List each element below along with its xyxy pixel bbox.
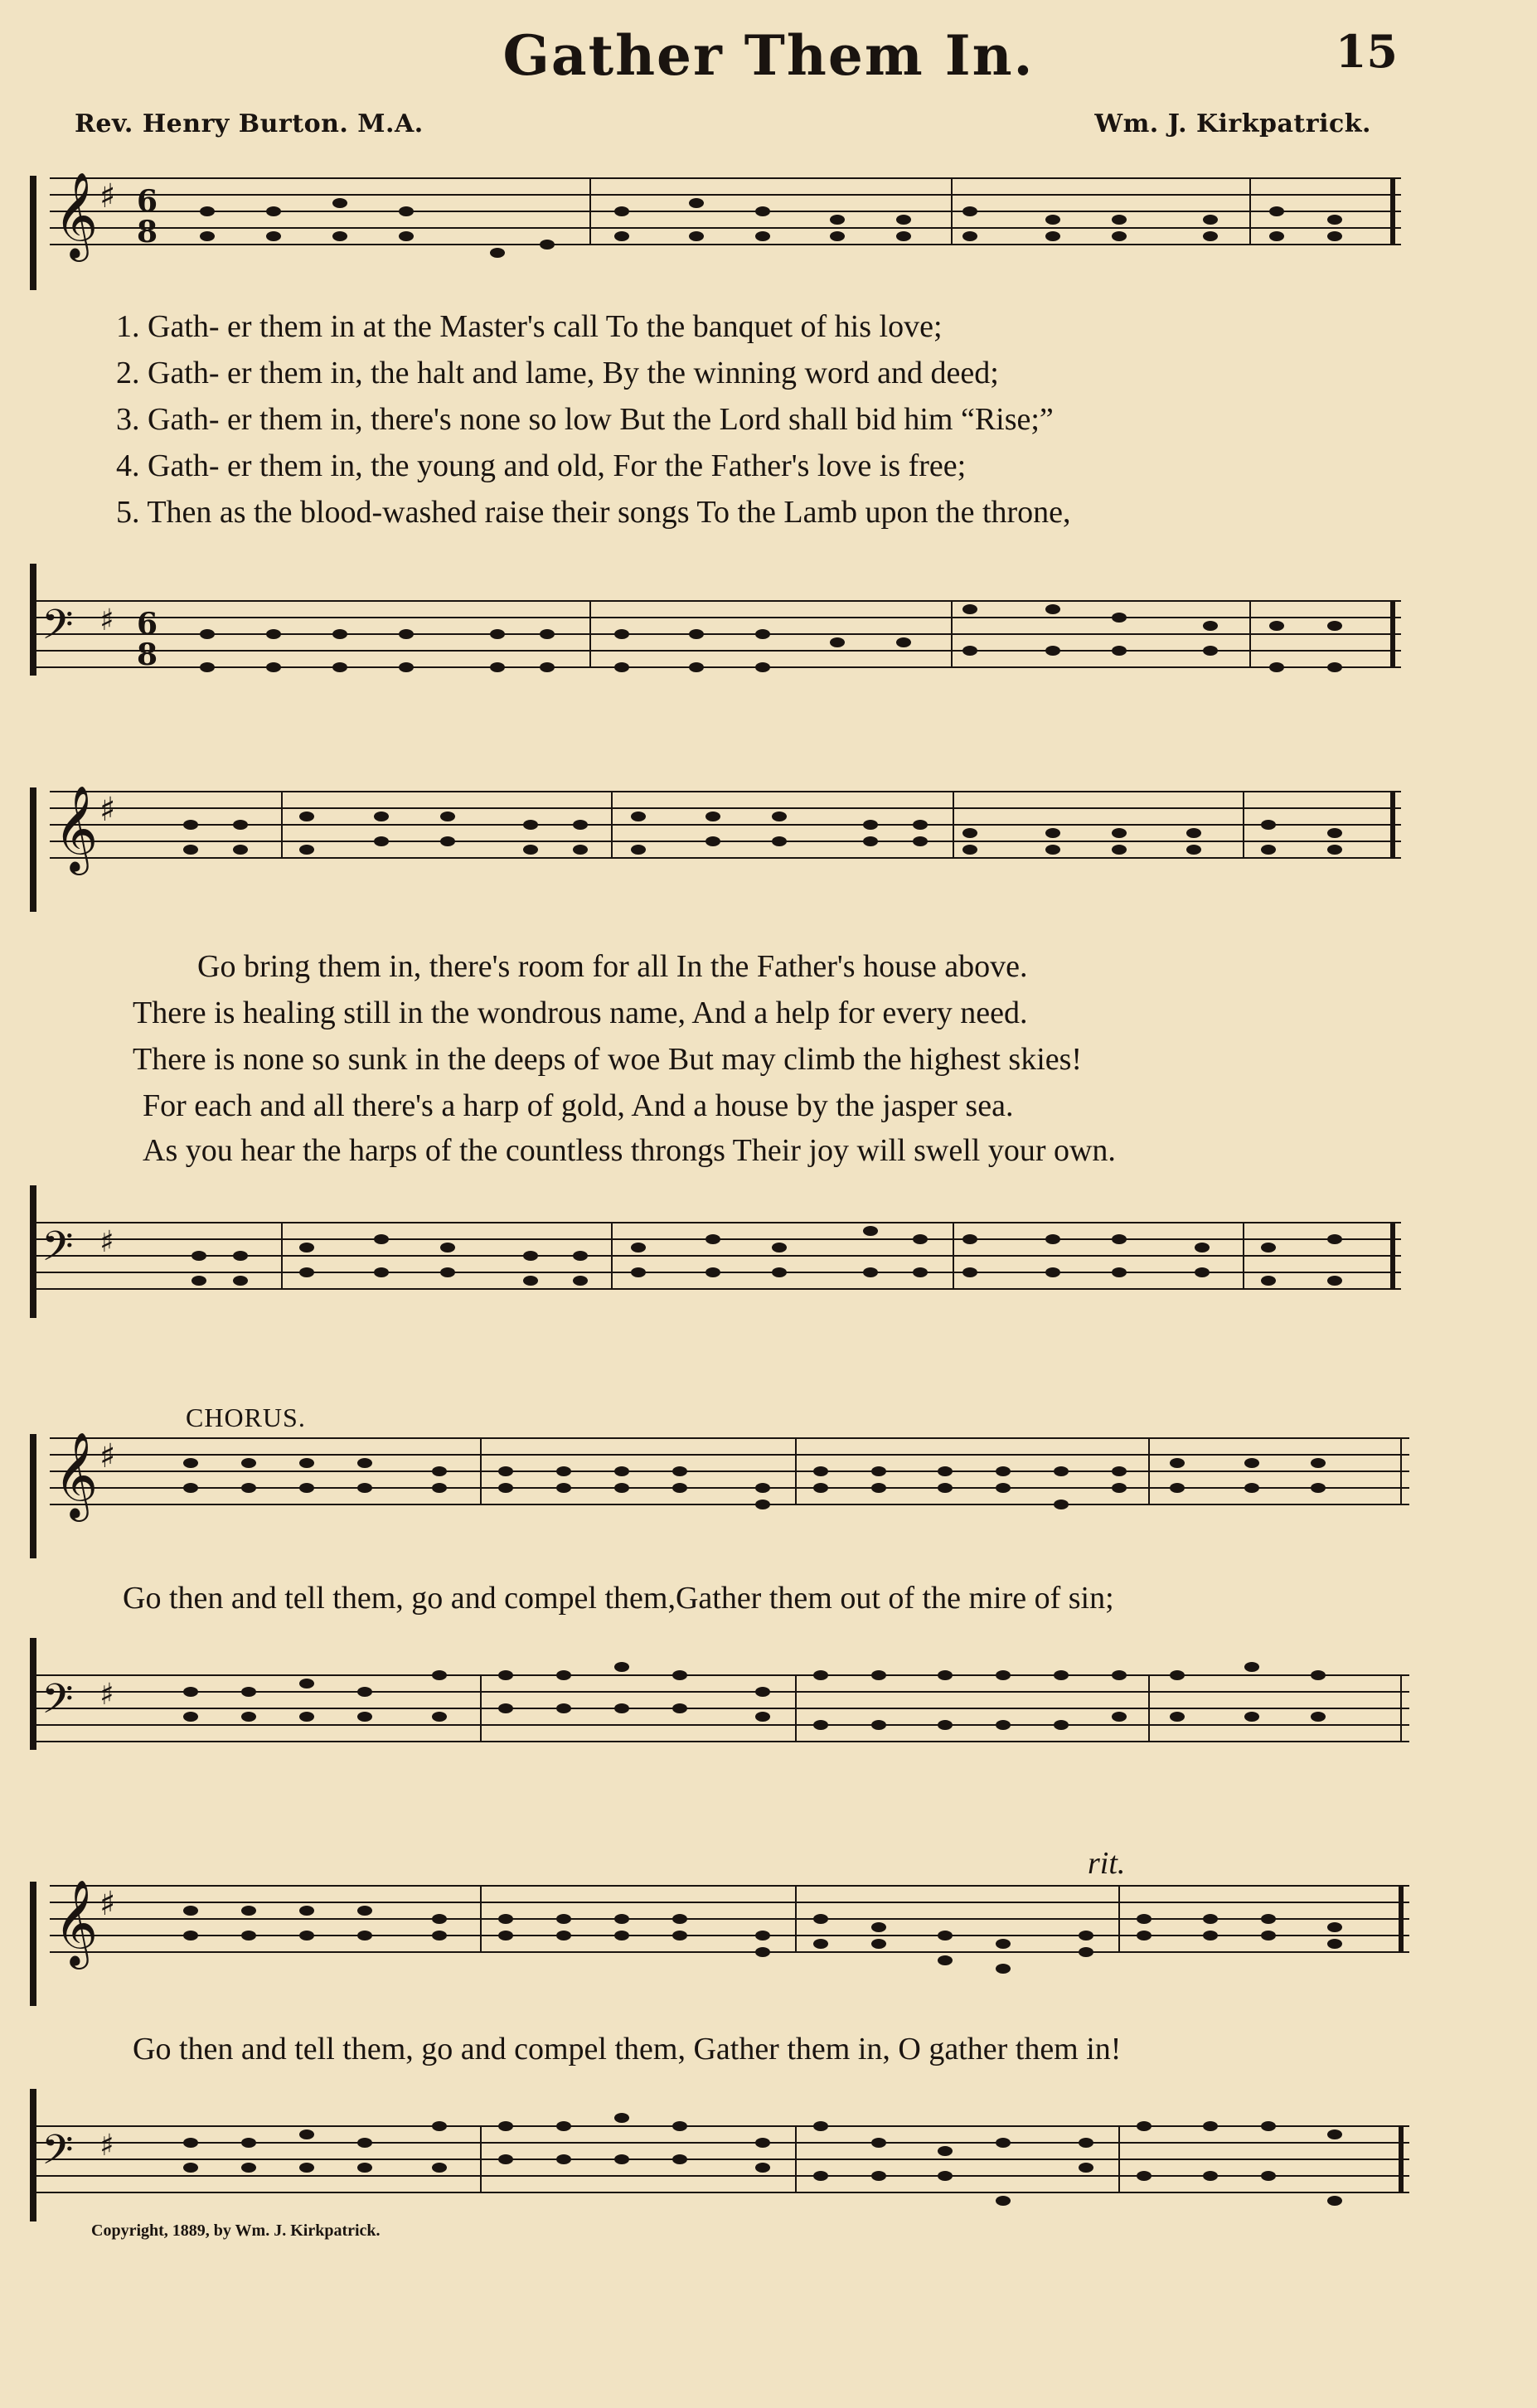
svg-text:8: 8 xyxy=(137,215,158,250)
chorus-line-1: Go then and tell them, go and compel them,Gather them out of the mire of sin; xyxy=(123,1581,1114,1616)
verse-4-line-1: 4. Gath- er them in, the young and old, For the Father's love is free; xyxy=(116,448,967,483)
svg-text:8: 8 xyxy=(137,637,158,672)
svg-text:♯: ♯ xyxy=(99,2128,114,2163)
svg-text:♯: ♯ xyxy=(99,1224,114,1259)
svg-text:6: 6 xyxy=(137,607,158,642)
verse-2-line-1: 2. Gath- er them in, the halt and lame, By the winning word and deed; xyxy=(116,356,999,390)
svg-text:𝄢: 𝄢 xyxy=(41,601,74,659)
svg-text:𝄞: 𝄞 xyxy=(54,1879,99,1966)
composer: Wm. J. Kirkpatrick. xyxy=(1094,109,1371,138)
svg-text:♯: ♯ xyxy=(99,1884,116,1923)
svg-text:♯: ♯ xyxy=(99,1677,114,1712)
svg-text:♯: ♯ xyxy=(99,603,114,637)
svg-text:♯: ♯ xyxy=(99,177,116,216)
svg-text:𝄞: 𝄞 xyxy=(54,172,99,259)
svg-text:♯: ♯ xyxy=(99,1437,116,1475)
staff-system-2-treble xyxy=(0,779,1537,912)
verse-1-line-2: Go bring them in, there's room for all In the Father's house above. xyxy=(197,949,1028,984)
staff-system-4-bass xyxy=(0,2089,1537,2230)
verse-2-line-2: There is healing still in the wondrous name, And a help for every need. xyxy=(133,996,1028,1030)
svg-text:𝄢: 𝄢 xyxy=(41,1675,74,1733)
staff-system-3-bass xyxy=(0,1638,1537,1771)
copyright-notice: Copyright, 1889, by Wm. J. Kirkpatrick. xyxy=(91,2221,381,2240)
lyricist: Rev. Henry Burton. M.A. xyxy=(75,109,424,138)
verse-3-line-2: There is none so sunk in the deeps of woe But may climb the highest skies! xyxy=(133,1042,1083,1077)
chorus-line-2: Go then and tell them, go and compel them, Gather them in, O gather them in! xyxy=(133,2032,1122,2066)
ritardando-mark: rit. xyxy=(1088,1846,1126,1881)
staff-system-1-treble xyxy=(0,166,1537,298)
staff-system-4-treble xyxy=(0,1873,1537,2006)
staff-system-3-treble xyxy=(0,1426,1537,1558)
svg-text:6: 6 xyxy=(137,184,158,219)
svg-text:𝄞: 𝄞 xyxy=(54,785,99,872)
verse-3-line-1: 3. Gath- er them in, there's none so low But the Lord shall bid him “Rise;” xyxy=(116,402,1054,437)
verse-5-line-1: 5. Then as the blood-washed raise their songs To the Lamb upon the throne, xyxy=(116,495,1071,530)
staff-system-2-bass xyxy=(0,1185,1537,1326)
verse-1-line-1: 1. Gath- er them in at the Master's call To the banquet of his love; xyxy=(116,309,943,344)
svg-text:♯: ♯ xyxy=(99,790,116,829)
svg-text:𝄢: 𝄢 xyxy=(41,1223,74,1281)
chorus-label: CHORUS. xyxy=(186,1403,306,1432)
svg-text:𝄢: 𝄢 xyxy=(41,2126,74,2184)
page-number: 15 xyxy=(1335,25,1398,78)
staff-system-1-bass xyxy=(0,564,1537,696)
verse-5-line-2: As you hear the harps of the countless throngs Their joy will swell your own. xyxy=(143,1133,1116,1168)
verse-4-line-2: For each and all there's a harp of gold, And a house by the jasper sea. xyxy=(143,1088,1014,1123)
svg-text:𝄞: 𝄞 xyxy=(54,1432,99,1519)
hymn-title: Gather Them In. xyxy=(502,23,1035,88)
